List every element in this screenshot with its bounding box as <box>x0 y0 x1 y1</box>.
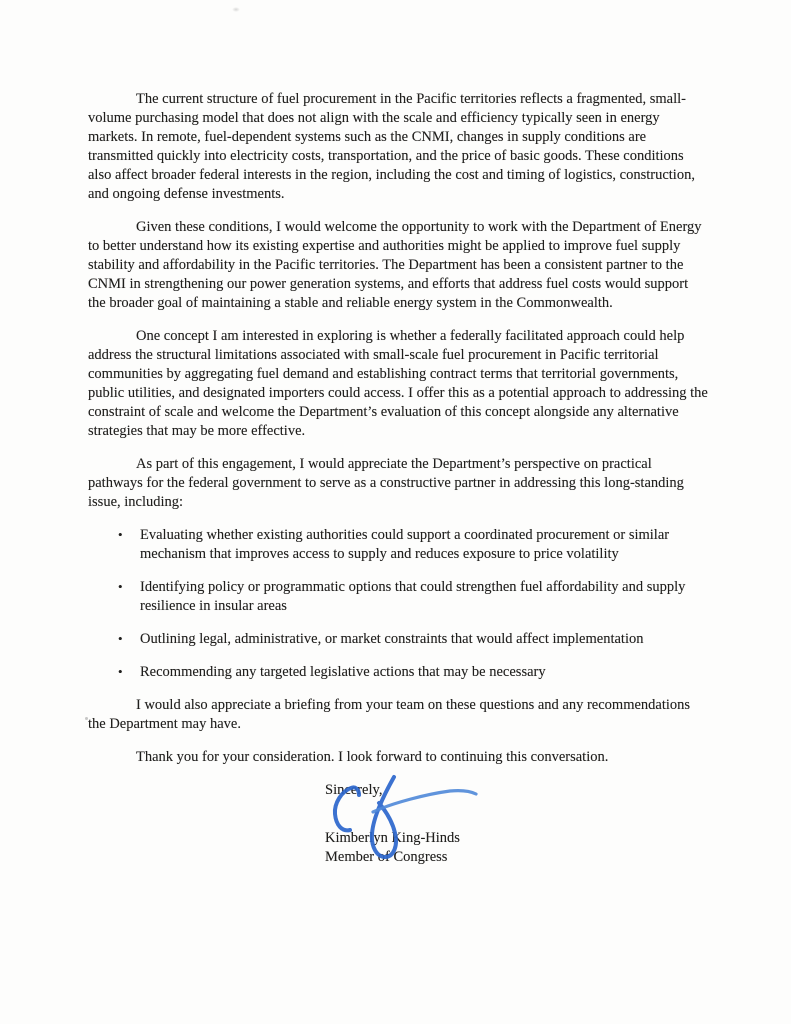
paragraph-engagement-intro: As part of this engagement, I would appreciate the Department’s perspective on practical pathways for the federal government to serve as a constructive partner in addressing this long-standing issue, including: <box>88 456 684 510</box>
bullet-list <box>88 526 708 682</box>
bullet-icon: • <box>118 579 123 594</box>
list-item <box>118 663 708 682</box>
list-item <box>118 526 708 564</box>
bullet-text-outlining: Outlining legal, administrative, or market constraints that would affect implementation <box>140 631 644 647</box>
valediction: Sincerely, <box>325 782 383 798</box>
paragraph-department-of-energy: Given these conditions, I would welcome the opportunity to work with the Department of Energy to better understand how its existing expertise and authorities might be applied to improve fuel supply stability and affordability in the Pacific territories. The Department has been a consistent partner to the CNMI in strengthening our power generation systems, and efforts that address fuel costs would support the broader goal of maintaining a stable and reliable energy system in the Commonwealth. <box>88 219 702 311</box>
paragraph-thank-you: Thank you for your consideration. I look forward to continuing this conversation. <box>136 749 609 765</box>
bullet-icon: • <box>118 631 123 646</box>
bullet-text-identifying: Identifying policy or programmatic options that could strengthen fuel affordability and supply resilience in insular areas <box>140 579 686 614</box>
signatory-name: Kimberlyn King-Hinds <box>325 830 460 846</box>
scan-smudge-artifact <box>232 7 240 12</box>
bullet-icon: • <box>118 664 123 679</box>
list-item <box>118 630 708 649</box>
letter-body <box>88 90 708 867</box>
list-item <box>118 578 708 616</box>
signature-block <box>325 781 708 867</box>
signature-space <box>325 800 708 829</box>
bullet-icon: • <box>118 527 123 542</box>
signatory-title: Member of Congress <box>325 849 448 865</box>
paragraph-briefing-request: I would also appreciate a briefing from your team on these questions and any recommendations the Department may have. <box>88 697 691 732</box>
bullet-text-evaluating: Evaluating whether existing authorities could support a coordinated procurement or similar mechanism that improves access to supply and reduces exposure to price volatility <box>140 527 670 562</box>
bullet-text-recommending: Recommending any targeted legislative actions that may be necessary <box>140 664 546 680</box>
paragraph-federally-facilitated-approach: One concept I am interested in exploring is whether a federally facilitated approach could help address the structural limitations associated with small-scale fuel procurement in Pacific territorial communities by aggregating fuel demand and establishing contract terms that territorial governments, public utilities, and designated importers could access. I offer this as a potential approach to addressing the constraint of scale and welcome the Department’s evaluation of this concept alongside any alternative strategies that may be more effective. <box>88 328 708 439</box>
paragraph-fuel-procurement: The current structure of fuel procurement in the Pacific territories reflects a fragmented, small-volume purchasing model that does not align with the scale and efficiency typically seen in energy markets. In remote, fuel-dependent systems such as the CNMI, changes in supply conditions are transmitted quickly into electricity costs, transportation, and the price of basic goods. These conditions also affect broader federal interests in the region, including the cost and timing of logistics, construction, and ongoing defense investments. <box>88 91 695 202</box>
